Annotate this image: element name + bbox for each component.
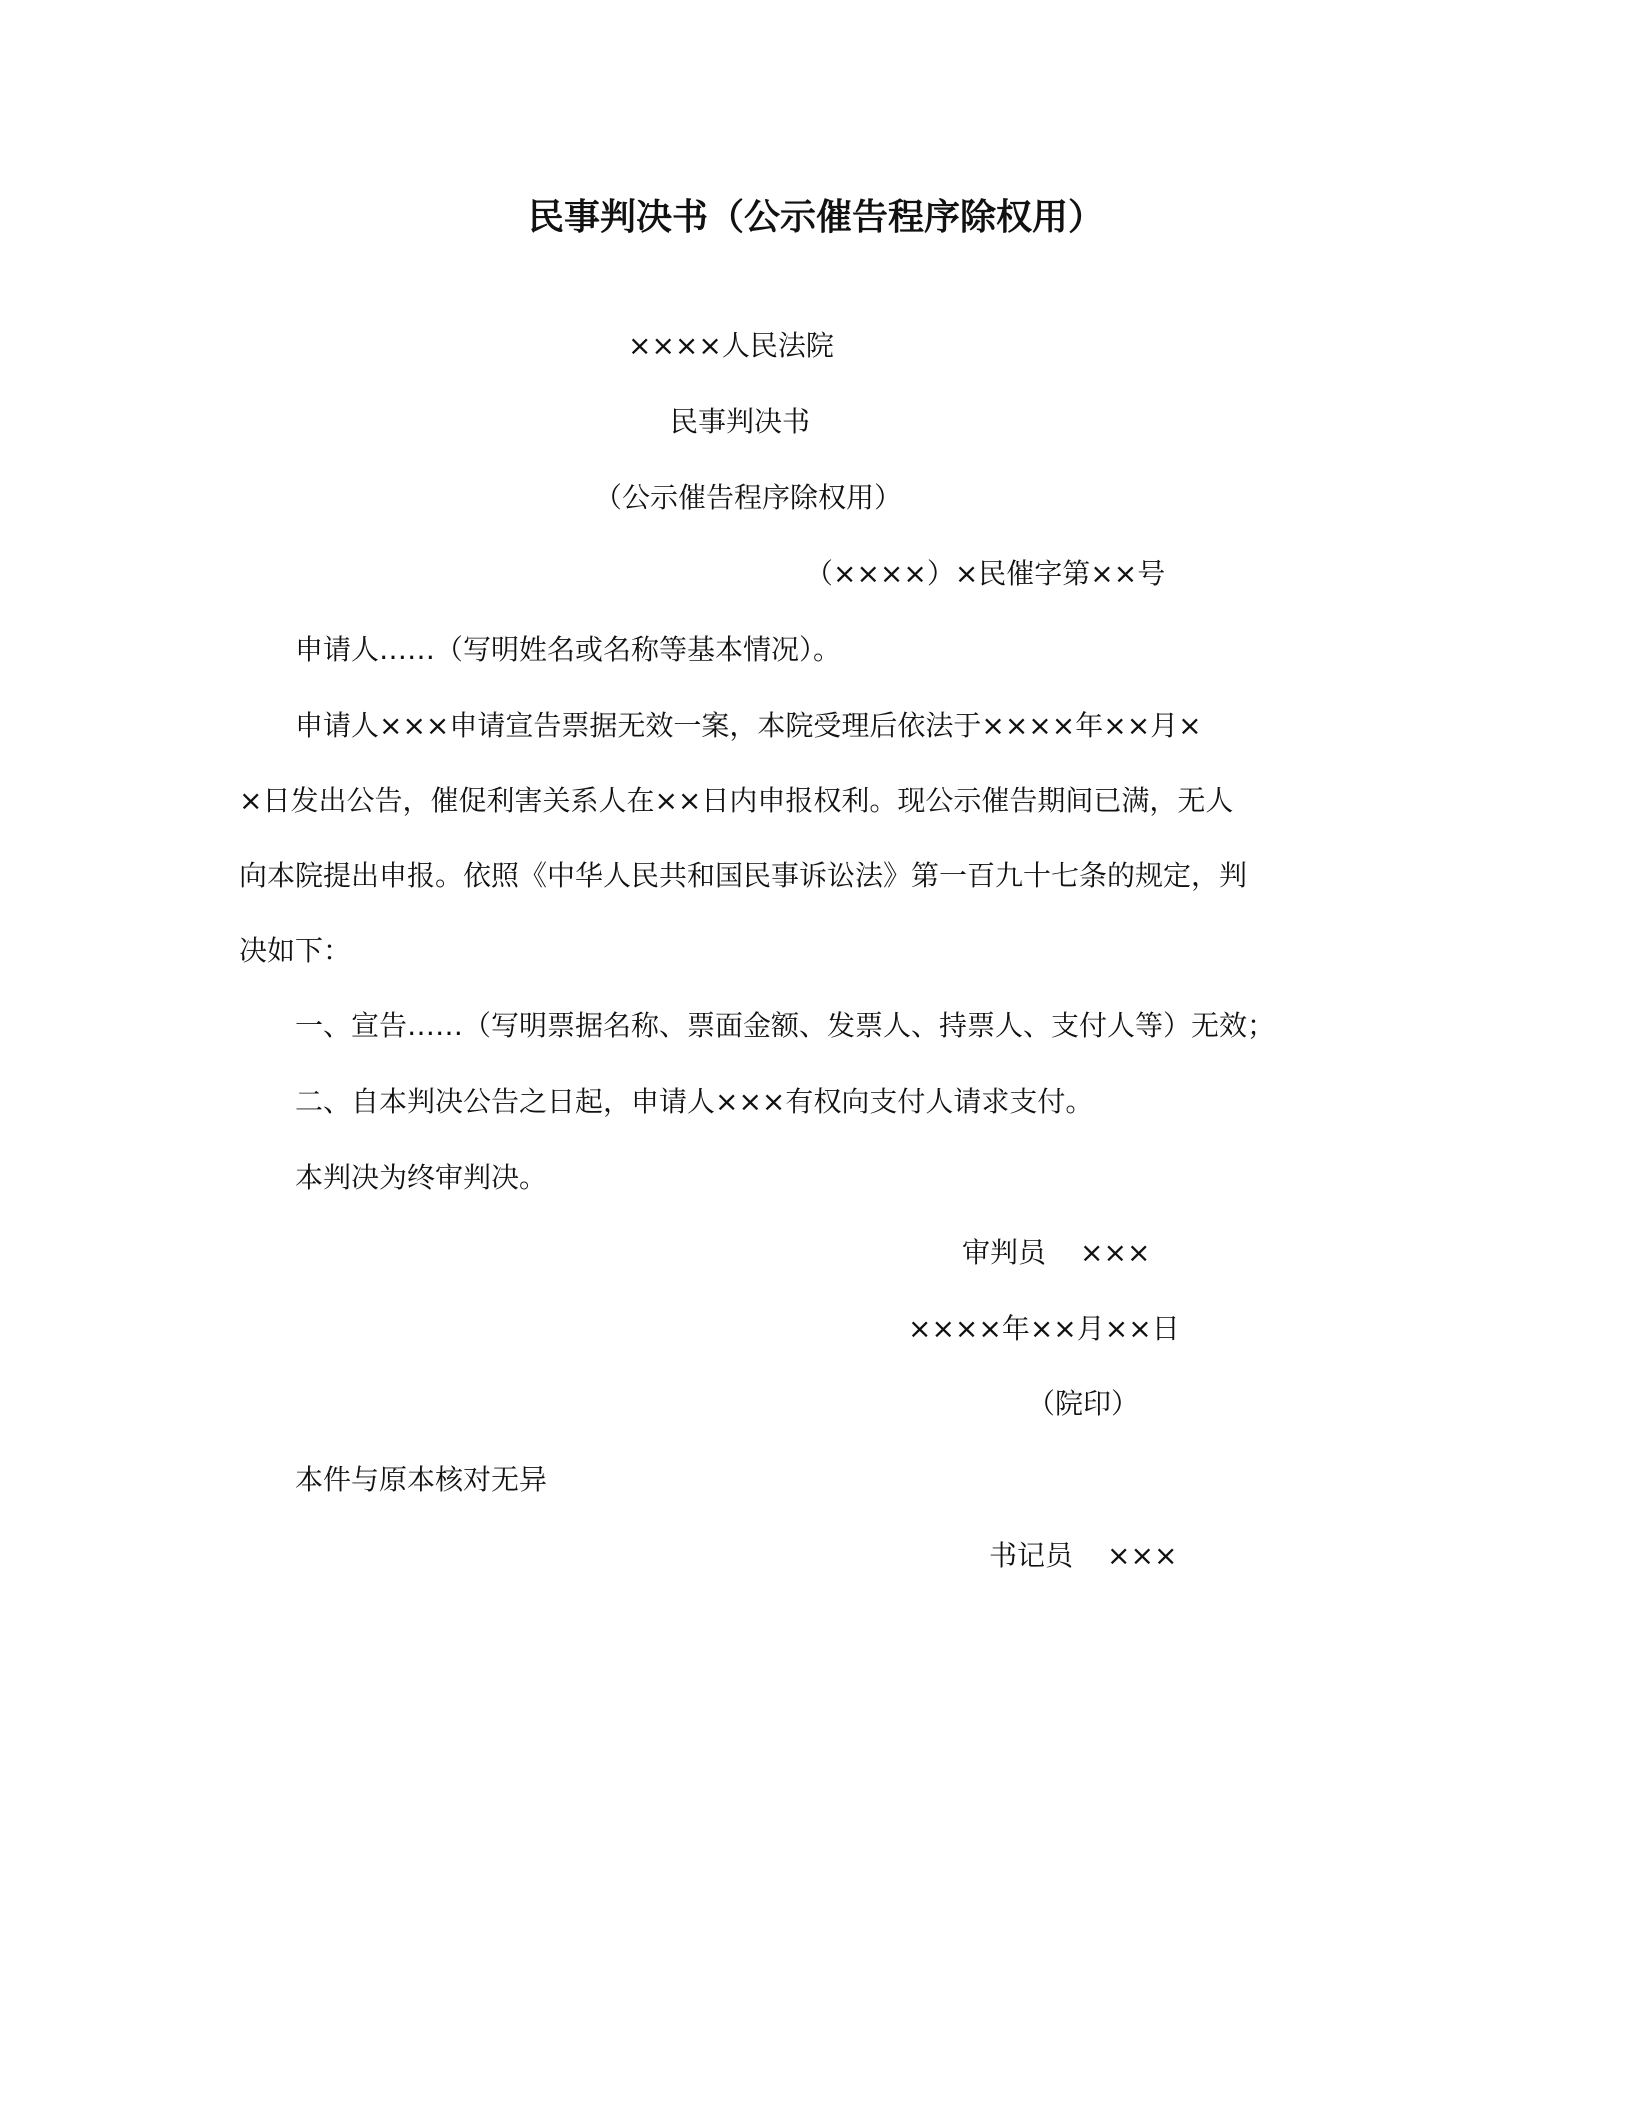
court-name: ××××人民法院	[628, 329, 834, 362]
judgment-date: ××××年××月××日	[908, 1312, 1180, 1345]
document-subtitle: （公示催告程序除权用）	[594, 481, 903, 514]
body-line: ×日发出公告，催促利害关系人在××日内申报权利。现公示催告期间已满，无人	[239, 784, 1234, 817]
document-type: 民事判决书	[670, 405, 811, 438]
applicant-line: 申请人……（写明姓名或名称等基本情况）。	[295, 633, 842, 666]
clerk-signature	[989, 1538, 1177, 1574]
document-title: 民事判决书（公示催告程序除权用）	[527, 197, 1104, 238]
judge-name: ×××	[1080, 1236, 1151, 1269]
body-line: 决如下：	[239, 934, 352, 967]
case-number: （××××）×民催字第××号	[805, 557, 1166, 590]
court-seal: （院印）	[1027, 1387, 1140, 1420]
verification-note: 本件与原本核对无异	[295, 1463, 548, 1496]
body-line: 申请人×××申请宣告票据无效一案，本院受理后依法于××××年××月×	[295, 709, 1202, 742]
judgment-item: 二、自本判决公告之日起，申请人×××有权向支付人请求支付。	[295, 1085, 1094, 1118]
body-line: 向本院提出申报。依照《中华人民共和国民事诉讼法》第一百九十七条的规定，判	[239, 859, 1248, 892]
clerk-title: 书记员	[989, 1539, 1074, 1572]
judgment-item: 一、宣告……（写明票据名称、票面金额、发票人、持票人、支付人等）无效；	[295, 1009, 1276, 1042]
judge-signature	[962, 1235, 1150, 1271]
judge-title: 审判员	[962, 1236, 1047, 1269]
clerk-name: ×××	[1107, 1539, 1178, 1572]
final-statement: 本判决为终审判决。	[295, 1161, 548, 1194]
